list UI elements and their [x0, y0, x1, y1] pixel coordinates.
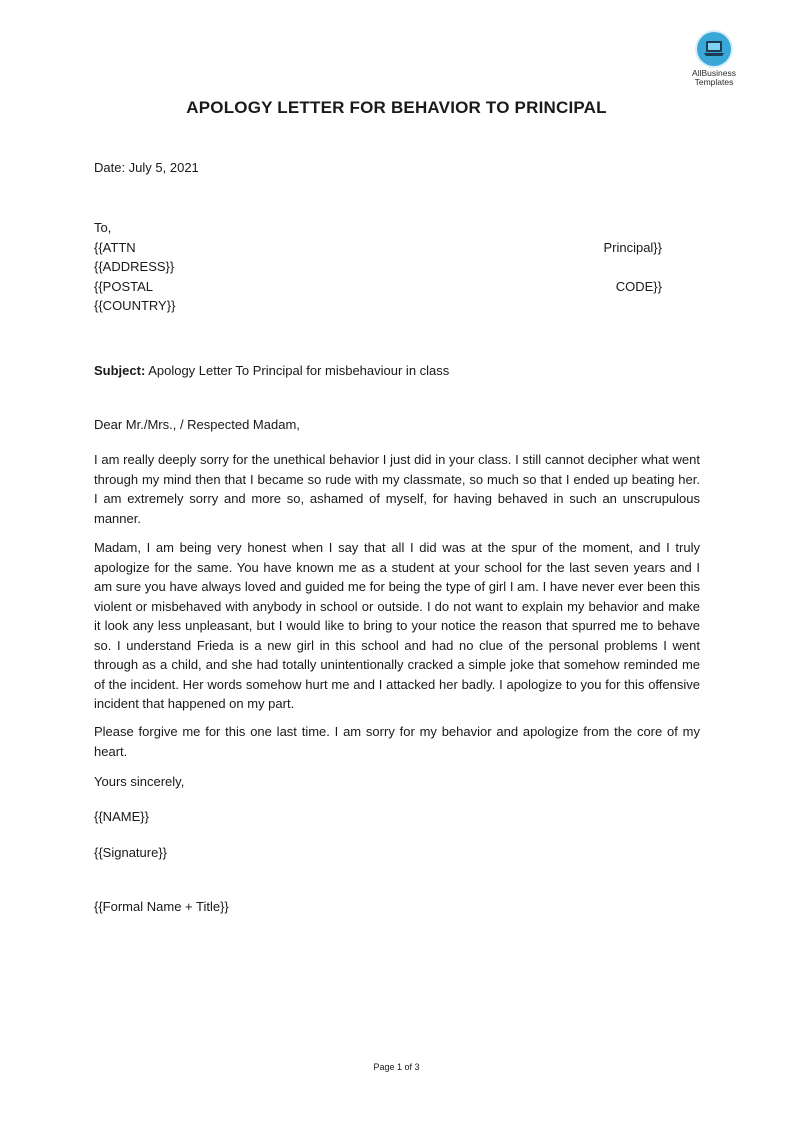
page-number: Page 1 of 3: [373, 1062, 420, 1072]
laptop-icon: [697, 32, 731, 66]
address-line: {{ADDRESS}}: [94, 259, 175, 274]
logo-text: AllBusiness Templates: [692, 68, 736, 87]
to-line: To,: [94, 220, 112, 235]
allbusiness-logo: [680, 32, 748, 87]
subject-line: [94, 361, 700, 381]
signature-placeholder: {{Signature}}: [94, 845, 168, 860]
recipient-address: [94, 218, 700, 316]
name-placeholder: {{NAME}}: [94, 809, 149, 824]
postal-line: {{POSTAL CODE}}: [94, 278, 662, 294]
body-paragraph-2: Madam, I am being very honest when I say that all I did was at the spur of the moment, and I truly apologize for the same. You have known me as a student at your school for the last seven years and I am sure you have always loved and guided me for being the type of girl I am. I have never ever been this violent or misbehaved with anybody in school or outside. I do not want to explain my behavior and make it look any less unpleasant, but I would like to bring to your notice the reason that spurred me to behave so. I understand Frieda is a new girl in this school and had no clue of the personal problems I went through as a child, and she had totally unintentionally cracked a simple joke that somehow reminded me of the incident. Her words somehow hurt me and I attacked her badly. I apologize to you for this offensive incident that happened on my part.: [94, 540, 700, 711]
document-title: APOLOGY LETTER FOR BEHAVIOR TO PRINCIPAL: [186, 98, 607, 117]
subject-label: Subject:: [94, 363, 146, 378]
attn-line: {{ATTN Principal}}: [94, 239, 662, 255]
salutation: Dear Mr./Mrs., / Respected Madam,: [94, 417, 300, 432]
date-line: Date: July 5, 2021: [94, 160, 199, 175]
formal-name-placeholder: {{Formal Name + Title}}: [94, 899, 229, 914]
country-line: {{COUNTRY}}: [94, 298, 176, 313]
body-paragraph-3: Please forgive me for this one last time. I am sorry for my behavior and apologize from the core of my heart.: [94, 724, 700, 759]
body-paragraph-1: I am really deeply sorry for the unethical behavior I just did in your class. I still cannot decipher what went through my mind then that I became so rude with my classmate, so much so that I ended up beating her. I am extremely sorry and more so, ashamed of myself, for having behaved in such an unscrupulous manner.: [94, 452, 700, 526]
subject-text: Apology Letter To Principal for misbehaviour in class: [148, 363, 450, 378]
closing: Yours sincerely,: [94, 774, 185, 789]
